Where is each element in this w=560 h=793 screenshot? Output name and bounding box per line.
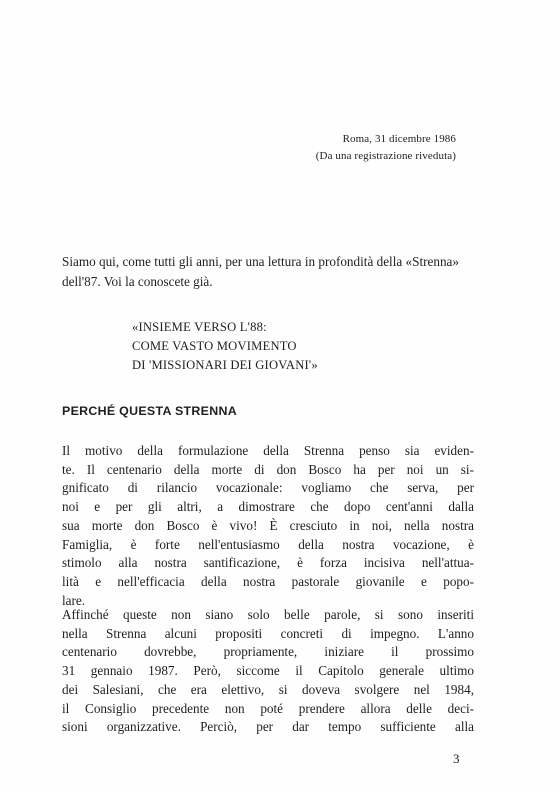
text-line: Il motivo della formulazione della Strenna penso sia eviden- [62, 443, 474, 458]
text-line: gnificato di rilancio vocazionale: vogliamo che serva, per [62, 480, 474, 496]
motto-line: «INSIEME VERSO L'88: [132, 320, 267, 334]
text-line: dei Salesiani, che era elettivo, si doveva svolgere nel 1984, [62, 681, 474, 697]
text-line: sua morte don Bosco è vivo! È cresciuto in noi, nella nostra [62, 517, 474, 533]
dateline [316, 131, 456, 165]
body-paragraph-1 [62, 442, 474, 610]
text-line: Affinché queste non siano solo belle parole, si sono inseriti [62, 607, 474, 622]
motto-line: COME VASTO MOVIMENTO [132, 339, 297, 353]
motto-line: DI 'MISSIONARI DEI GIOVANI'» [132, 358, 318, 372]
text-line: lità e nell'efficacia della nostra pastorale giovanile e popo- [62, 573, 474, 589]
text-line: te. Il centenario della morte di don Bosco ha per noi un si- [62, 461, 474, 477]
body-paragraph-2 [62, 606, 474, 737]
text-line: 31 gennaio 1987. Però, siccome il Capitolo generale ultimo [62, 663, 474, 679]
text-line: Famiglia, è forte nell'entusiasmo della nostra vocazione, è [62, 536, 474, 552]
section-heading: PERCHÉ QUESTA STRENNA [62, 404, 237, 418]
text-line: centenario dovrebbe, propriamente, iniziare il prossimo [62, 644, 474, 660]
text-line: nella Strenna alcuni propositi concreti di impegno. L'anno [62, 625, 474, 641]
text-line: lare. [62, 592, 86, 608]
place-date: Roma, 31 dicembre 1986 [342, 133, 456, 145]
source-note: (Da una registrazione riveduta) [315, 150, 456, 162]
text-line: il Consiglio precedente non poté prendere allora delle deci- [62, 700, 474, 716]
page-number: 3 [453, 751, 460, 766]
strenna-motto [132, 318, 318, 375]
text-line: noi e per gli altri, a dimostrare che dopo cent'anni dalla [62, 499, 474, 515]
text-line: sioni organizzative. Perciò, per dar tempo sufficiente alla [62, 719, 474, 735]
text-line: stimolo alla nostra santificazione, è forza incisiva nell'attua- [62, 555, 474, 571]
intro-paragraph: Siamo qui, come tutti gli anni, per una lettura in profondità della «Strenna» dell'87. Voi la conoscete già. [62, 254, 459, 289]
